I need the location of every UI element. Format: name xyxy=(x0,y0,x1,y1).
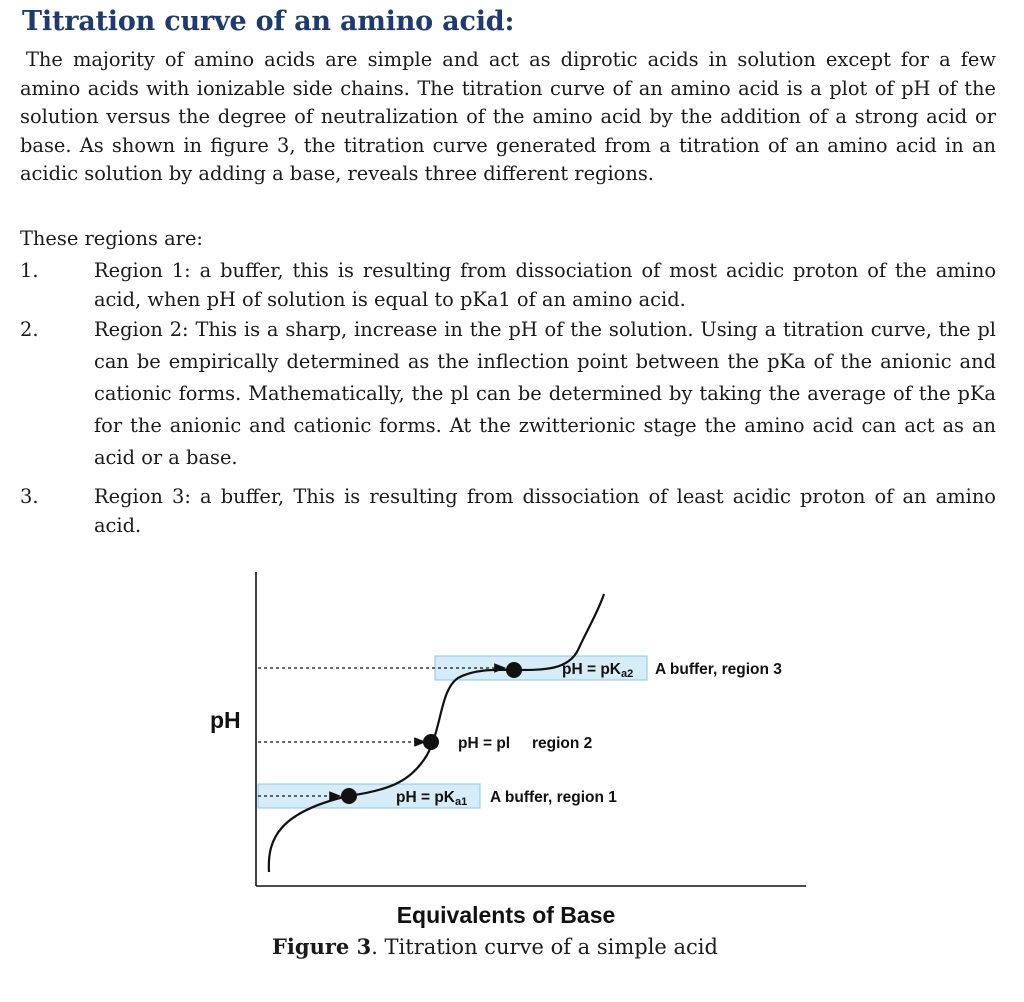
titration-curve xyxy=(269,594,604,872)
regions-heading: These regions are: xyxy=(20,227,203,250)
point-pka1 xyxy=(341,788,357,804)
list-item xyxy=(20,256,996,314)
point-pka2 xyxy=(506,662,522,678)
point-label-pi: pH = pl xyxy=(458,735,511,752)
point-note-region-1: A buffer, region 1 xyxy=(490,789,617,806)
intro-paragraph: The majority of amino acids are simple and act as diprotic acids in solution except for a few amino acids with ionizable side chains. The titration curve of an amino acid is a plot of pH of the solution versus the degree of neutralization of the amino acid by the addition of a strong acid or base. As shown in figure 3, the titration curve generated from a titration of an amino acid in an acidic solution by adding a base, reveals three different regions. xyxy=(20,48,996,186)
list-item-text: Region 3: a buffer, This is resulting from dissociation of least acidic proton of an amino acid. xyxy=(94,485,996,537)
list-item xyxy=(20,482,996,540)
point-note-region-3: A buffer, region 3 xyxy=(655,661,782,678)
point-label-pka1: pH = pKa1 xyxy=(396,789,468,808)
point-pi xyxy=(423,734,439,750)
page-title: Titration curve of an amino acid: xyxy=(22,6,515,37)
list-item-number: 1. xyxy=(20,259,39,282)
point-note-region-2: region 2 xyxy=(532,735,593,752)
list-item-number: 2. xyxy=(20,318,39,341)
titration-figure xyxy=(0,560,1024,932)
figure-caption-text: . Titration curve of a simple acid xyxy=(371,935,718,959)
figure-caption-label: Figure 3 xyxy=(272,934,372,959)
figure-caption xyxy=(0,934,990,959)
list-item-text: Region 2: This is a sharp, increase in the pH of the solution. Using a titration curve, the pl can be empirically determined as the inflection point between the pKa of the anionic and cationic forms. Mathematically, the pl can be determined by taking the average of the pKa for the anionic and cationic forms. At the zwitterionic stage the amino acid can act as an acid or a base. xyxy=(94,318,996,469)
x-axis-label: Equivalents of Base xyxy=(396,902,616,928)
list-item-number: 3. xyxy=(20,485,39,508)
list-item-text: Region 1: a buffer, this is resulting from dissociation of most acidic proton of the amino acid, when pH of solution is equal to pKa1 of an amino acid. xyxy=(94,259,996,311)
list-item xyxy=(20,314,996,474)
y-axis-label: pH xyxy=(210,707,241,733)
point-label-pka2: pH = pKa2 xyxy=(562,661,634,680)
